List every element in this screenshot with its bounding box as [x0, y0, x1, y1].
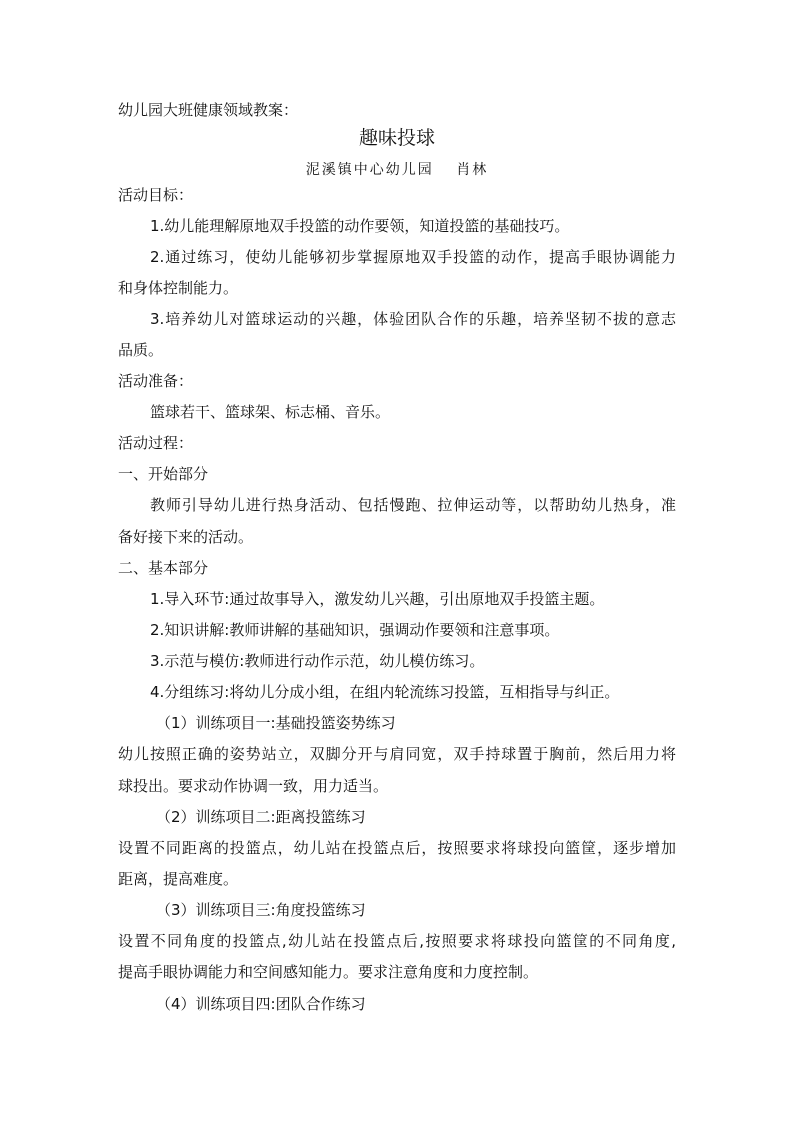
part1-text-continued: 备好接下来的活动。 — [118, 528, 254, 546]
process-heading: 活动过程： — [118, 434, 194, 452]
drill-title: （2）训练项目二:距离投篮练习 — [156, 808, 366, 826]
drill-text-continued: 距离，提高难度。 — [118, 870, 239, 888]
goal-item-continued: 品质。 — [118, 341, 164, 359]
drill-text: 设置不同角度的投篮点,幼儿站在投篮点后,按照要求将球投向篮筐的不同角度, — [118, 932, 676, 950]
drill-text-continued: 球投出。要求动作协调一致，用力适当。 — [118, 777, 389, 795]
part1-heading: 一、开始部分 — [118, 465, 209, 483]
document-header: 幼儿园大班健康领域教案： — [118, 101, 299, 119]
step-item: 4.分组练习:将幼儿分成小组，在组内轮流练习投篮，互相指导与纠正。 — [150, 683, 620, 701]
step-item: 3.示范与模仿:教师进行动作示范，幼儿模仿练习。 — [150, 652, 485, 670]
drill-text: 设置不同距离的投篮点，幼儿站在投篮点后，按照要求将球投向篮筐，逐步增加 — [118, 839, 676, 857]
part2-heading: 二、基本部分 — [118, 559, 209, 577]
step-item: 2.知识讲解:教师讲解的基础知识，强调动作要领和注意事项。 — [150, 621, 560, 639]
goal-item: 1.幼儿能理解原地双手投篮的动作要领，知道投篮的基础技巧。 — [150, 217, 570, 235]
goals-heading: 活动目标： — [118, 186, 194, 204]
drill-text-continued: 提高手眼协调能力和空间感知能力。要求注意角度和力度控制。 — [118, 963, 539, 981]
preparation-text: 篮球若干、篮球架、标志桶、音乐。 — [150, 403, 391, 421]
preparation-heading: 活动准备： — [118, 372, 194, 390]
author-line: 泥溪镇中心幼儿园 肖林 — [305, 162, 489, 178]
part1-text: 教师引导幼儿进行热身活动、包括慢跑、拉伸运动等，以帮助幼儿热身，准 — [150, 496, 676, 514]
drill-text: 幼儿按照正确的姿势站立，双脚分开与肩同宽，双手持球置于胸前，然后用力将 — [118, 745, 676, 763]
drill-title: （1）训练项目一:基础投篮姿势练习 — [156, 714, 396, 732]
goal-item-continued: 和身体控制能力。 — [118, 279, 239, 297]
drill-title: （3）训练项目三:角度投篮练习 — [156, 901, 366, 919]
goal-item: 3.培养幼儿对篮球运动的兴趣，体验团队合作的乐趣，培养坚韧不拔的意志 — [150, 310, 676, 328]
drill-title: （4）训练项目四:团队合作练习 — [156, 995, 366, 1013]
page-title: 趣味投球 — [358, 127, 435, 149]
step-item: 1.导入环节:通过故事导入，激发幼儿兴趣，引出原地双手投篮主题。 — [150, 590, 605, 608]
goal-item: 2.通过练习，使幼儿能够初步掌握原地双手投篮的动作，提高手眼协调能力 — [150, 248, 676, 266]
